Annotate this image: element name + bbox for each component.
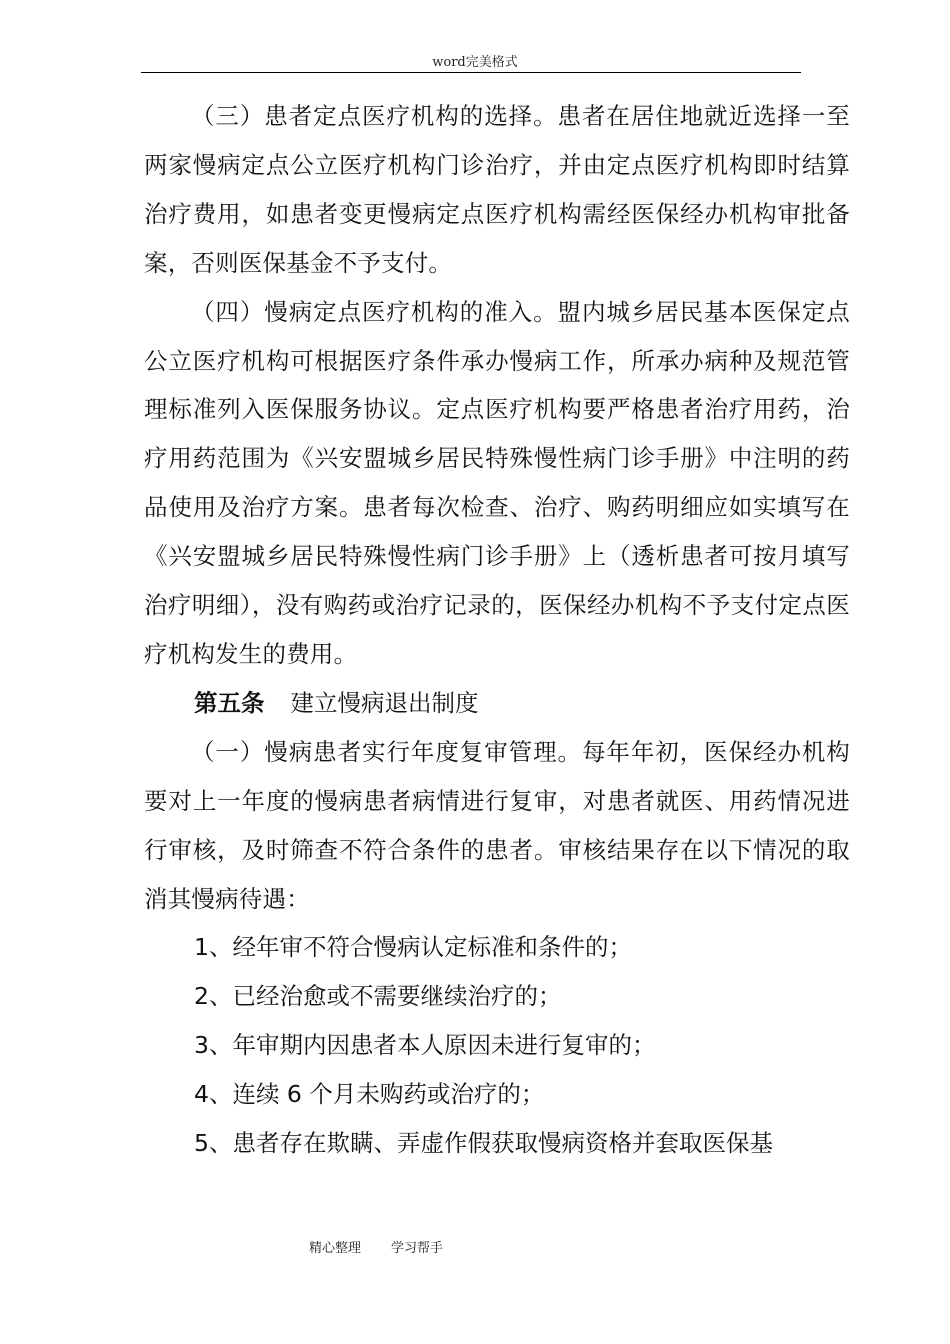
article-title: 建立慢病退出制度 [290, 688, 479, 717]
page-footer [309, 1237, 443, 1256]
footer-right-text: 学习帮手 [391, 1241, 444, 1256]
article-number: 第五条 [194, 688, 265, 717]
document-body [144, 92, 850, 1168]
paragraph-annual-review: （一）慢病患者实行年度复审管理。每年年初，医保经办机构要对上一年度的慢病患者病情进行复审，对患者就医、用药情况进行审核，及时筛查不符合条件的患者。审核结果存在以下情况的取消其慢病待遇： [144, 737, 850, 913]
list-item: 2、已经治愈或不需要继续治疗的； [194, 982, 562, 1011]
paragraph-designated-institution-access: （四）慢病定点医疗机构的准入。盟内城乡居民基本医保定点公立医疗机构可根据医疗条件承办慢病工作，所承办病种及规范管理标准列入医保服务协议。定点医疗机构要严格患者治疗用药，治疗用药范围为《兴安盟城乡居民特殊慢性病门诊手册》中注明的药品使用及治疗方案。患者每次检查、治疗、购药明细应如实填写在《兴安盟城乡居民特殊慢性病门诊手册》上（透析患者可按月填写治疗明细），没有购药或治疗记录的，医保经办机构不予支付定点医疗机构发生的费用。 [144, 297, 850, 668]
header-rule [141, 72, 801, 73]
list-item: 1、经年审不符合慢病认定标准和条件的； [194, 933, 632, 962]
article-heading [144, 679, 850, 728]
list-item: 5、患者存在欺瞒、弄虚作假获取慢病资格并套取医保基 [194, 1129, 773, 1158]
list-item: 3、年审期内因患者本人原因未进行复审的； [194, 1031, 656, 1060]
list-item: 4、连续 6 个月未购药或治疗的； [194, 1080, 545, 1109]
footer-left-text: 精心整理 [309, 1241, 362, 1256]
page-header-text: word完美格式 [432, 55, 518, 70]
paragraph-designated-institution-selection: （三）患者定点医疗机构的选择。患者在居住地就近选择一至两家慢病定点公立医疗机构门诊治疗，并由定点医疗机构即时结算治疗费用，如患者变更慢病定点医疗机构需经医保经办机构审批备案，否则医保基金不予支付。 [144, 102, 850, 277]
